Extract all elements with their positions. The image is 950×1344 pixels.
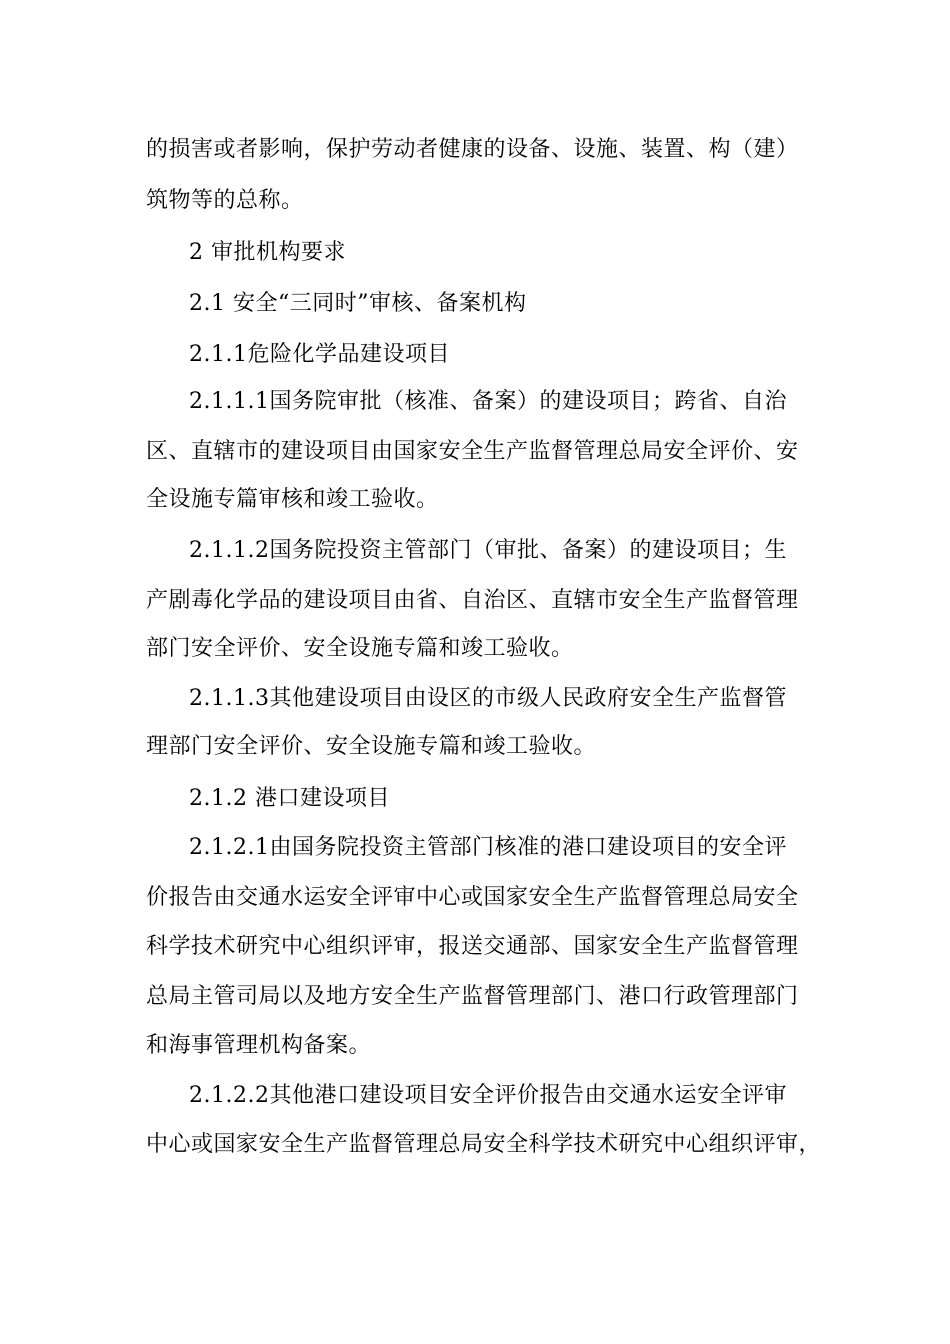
text-line: 筑物等的总称。 — [146, 188, 304, 213]
text-line: 区、直辖市的建设项目由国家安全生产监督管理总局安全评价、安 — [146, 439, 799, 464]
text-line: 价报告由交通水运安全评审中心或国家安全生产监督管理总局安全 — [146, 885, 799, 910]
section-heading: 2 审批机构要求 — [189, 240, 346, 265]
section-heading: 2.1.2 港口建设项目 — [189, 786, 390, 811]
text-line: 2.1.2.1由国务院投资主管部门核准的港口建设项目的安全评 — [189, 835, 787, 860]
text-line: 2.1.2.2其他港口建设项目安全评价报告由交通水运安全评审 — [189, 1083, 787, 1108]
text-line: 部门安全评价、安全设施专篇和竣工验收。 — [146, 636, 574, 661]
section-heading: 2.1 安全“三同时”审核、备案机构 — [189, 291, 527, 316]
text-line: 理部门安全评价、安全设施专篇和竣工验收。 — [146, 734, 597, 759]
text-line: 总局主管司局以及地方安全生产监督管理部门、港口行政管理部门 — [146, 984, 799, 1009]
text-line: 和海事管理机构备案。 — [146, 1033, 372, 1058]
text-line: 中心或国家安全生产监督管理总局安全科学技术研究中心组织评审， — [146, 1132, 822, 1157]
text-line: 产剧毒化学品的建设项目由省、自治区、直辖市安全生产监督管理 — [146, 588, 799, 613]
text-line: 2.1.1.2国务院投资主管部门（审批、备案）的建设项目；生 — [189, 538, 787, 563]
text-line: 的损害或者影响，保护劳动者健康的设备、设施、装置、构（建） — [146, 137, 799, 162]
text-line: 2.1.1.1国务院审批（核准、备案）的建设项目；跨省、自治 — [189, 389, 787, 414]
section-heading: 2.1.1危险化学品建设项目 — [189, 342, 450, 367]
text-line: 全设施专篇审核和竣工验收。 — [146, 487, 439, 512]
text-line: 2.1.1.3其他建设项目由设区的市级人民政府安全生产监督管 — [189, 686, 787, 711]
text-line: 科学技术研究中心组织评审，报送交通部、国家安全生产监督管理 — [146, 934, 799, 959]
